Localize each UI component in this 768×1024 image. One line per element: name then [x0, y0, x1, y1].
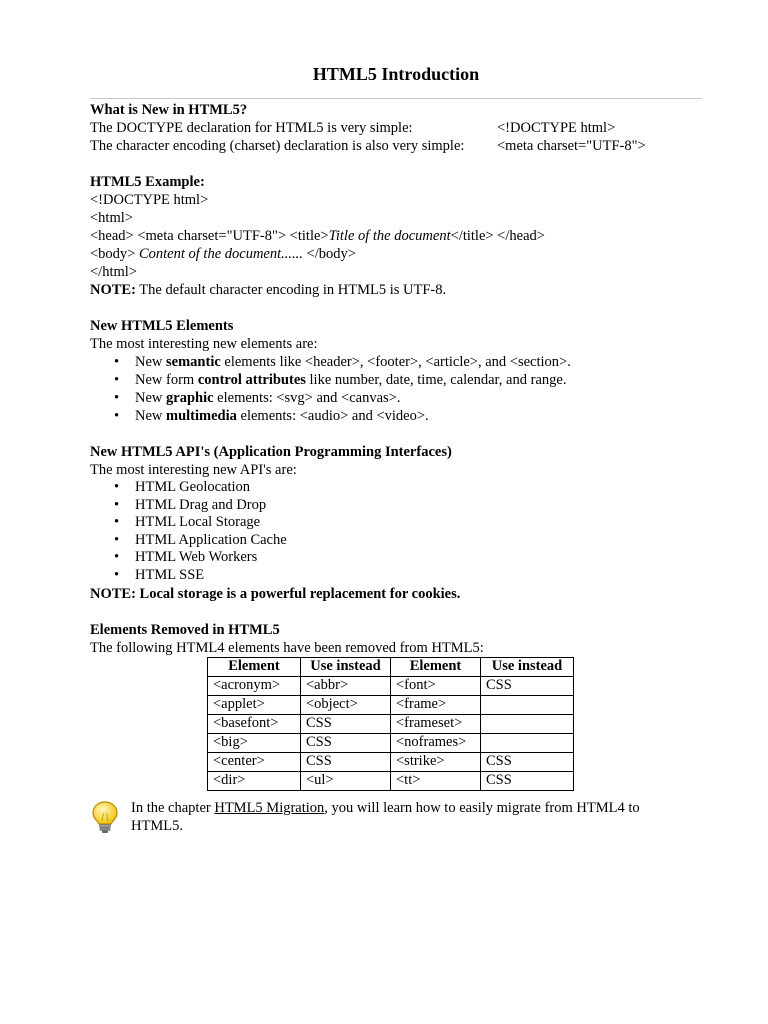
charset-label: The character encoding (charset) declaration is also very simple:: [90, 138, 465, 154]
charset-row: [90, 137, 702, 155]
list-item: • HTML Geolocation: [90, 479, 702, 497]
table-cell: <acronym>: [208, 676, 301, 695]
list-item: • HTML SSE: [90, 567, 702, 585]
page-title: HTML5 Introduction: [312, 64, 480, 84]
table-cell: <object>: [301, 695, 391, 714]
list-item: • New form control attributes like number, date, time, calendar, and range.: [90, 371, 702, 389]
list-item: • New semantic elements like <header>, <footer>, <article>, and <section>.: [90, 353, 702, 371]
table-cell: <basefont>: [208, 714, 301, 733]
document-page: [90, 62, 702, 840]
list-item: • New graphic elements: <svg> and <canvas>.: [90, 389, 702, 407]
table-cell: <noframes>: [391, 733, 481, 752]
elements-list: [90, 353, 702, 425]
apis-intro: The most interesting new API's are:: [90, 462, 297, 478]
table-cell: <abbr>: [301, 676, 391, 695]
table-cell: <ul>: [301, 771, 391, 790]
table-cell: <tt>: [391, 771, 481, 790]
column-header: Use instead: [481, 657, 574, 676]
column-header: Element: [208, 657, 301, 676]
table-row: [208, 714, 574, 733]
table-cell: <font>: [391, 676, 481, 695]
migration-tip: [90, 799, 702, 840]
storage-note: NOTE: Local storage is a powerful replacement for cookies.: [90, 585, 461, 602]
table-row: [208, 695, 574, 714]
table-cell: <frameset>: [391, 714, 481, 733]
list-item: • New multimedia elements: <audio> and <video>.: [90, 407, 702, 425]
tip-text: In the chapter HTML5 Migration, you will learn how to easily migrate from HTML4 to HTML5.: [131, 799, 640, 834]
encoding-note: NOTE: The default character encoding in HTML5 is UTF-8.: [90, 282, 447, 298]
table-header-row: [208, 657, 574, 676]
table-cell: <center>: [208, 752, 301, 771]
table-cell: <dir>: [208, 771, 301, 790]
list-item: • HTML Application Cache: [90, 532, 702, 550]
code-line: </html>: [90, 264, 137, 280]
column-header: Element: [391, 657, 481, 676]
lightbulb-icon: [90, 799, 131, 840]
doctype-row: [90, 119, 702, 137]
table-cell: CSS: [301, 733, 391, 752]
code-line: <head> <meta charset="UTF-8"> <title>Title of the document</title> </head>: [90, 228, 545, 244]
section-heading-apis: New HTML5 API's (Application Programming Interfaces): [90, 444, 452, 460]
html5-migration-link[interactable]: HTML5 Migration: [214, 799, 325, 816]
doctype-label: The DOCTYPE declaration for HTML5 is very simple:: [90, 120, 413, 136]
list-item: • HTML Drag and Drop: [90, 497, 702, 515]
apis-list: [90, 479, 702, 585]
section-heading-example: HTML5 Example:: [90, 174, 205, 190]
charset-value: <meta charset="UTF-8">: [497, 138, 646, 154]
section-heading-removed: Elements Removed in HTML5: [90, 621, 280, 638]
doctype-value: <!DOCTYPE html>: [497, 120, 616, 136]
list-item: • HTML Web Workers: [90, 549, 702, 567]
table-cell: <strike>: [391, 752, 481, 771]
table-cell: CSS: [301, 714, 391, 733]
code-line: <body> Content of the document...... </body>: [90, 246, 356, 262]
table-cell: CSS: [301, 752, 391, 771]
section-heading-whats-new: What is New in HTML5?: [90, 102, 248, 118]
code-line: <!DOCTYPE html>: [90, 192, 209, 208]
table-row: [208, 771, 574, 790]
table-row: [208, 733, 574, 752]
table-cell: [481, 714, 574, 733]
table-cell: <applet>: [208, 695, 301, 714]
table-cell: <frame>: [391, 695, 481, 714]
removed-intro: The following HTML4 elements have been removed from HTML5:: [90, 639, 484, 656]
elements-intro: The most interesting new elements are:: [90, 336, 318, 352]
table-row: [208, 676, 574, 695]
table-cell: [481, 695, 574, 714]
code-line: <html>: [90, 210, 133, 226]
table-row: [208, 752, 574, 771]
list-item: • HTML Local Storage: [90, 514, 702, 532]
table-cell: CSS: [481, 771, 574, 790]
table-cell: CSS: [481, 676, 574, 695]
removed-elements-table: [207, 657, 574, 791]
table-cell: <big>: [208, 733, 301, 752]
table-cell: [481, 733, 574, 752]
column-header: Use instead: [301, 657, 391, 676]
title-divider: [90, 98, 702, 99]
section-heading-elements: New HTML5 Elements: [90, 318, 234, 334]
table-cell: CSS: [481, 752, 574, 771]
